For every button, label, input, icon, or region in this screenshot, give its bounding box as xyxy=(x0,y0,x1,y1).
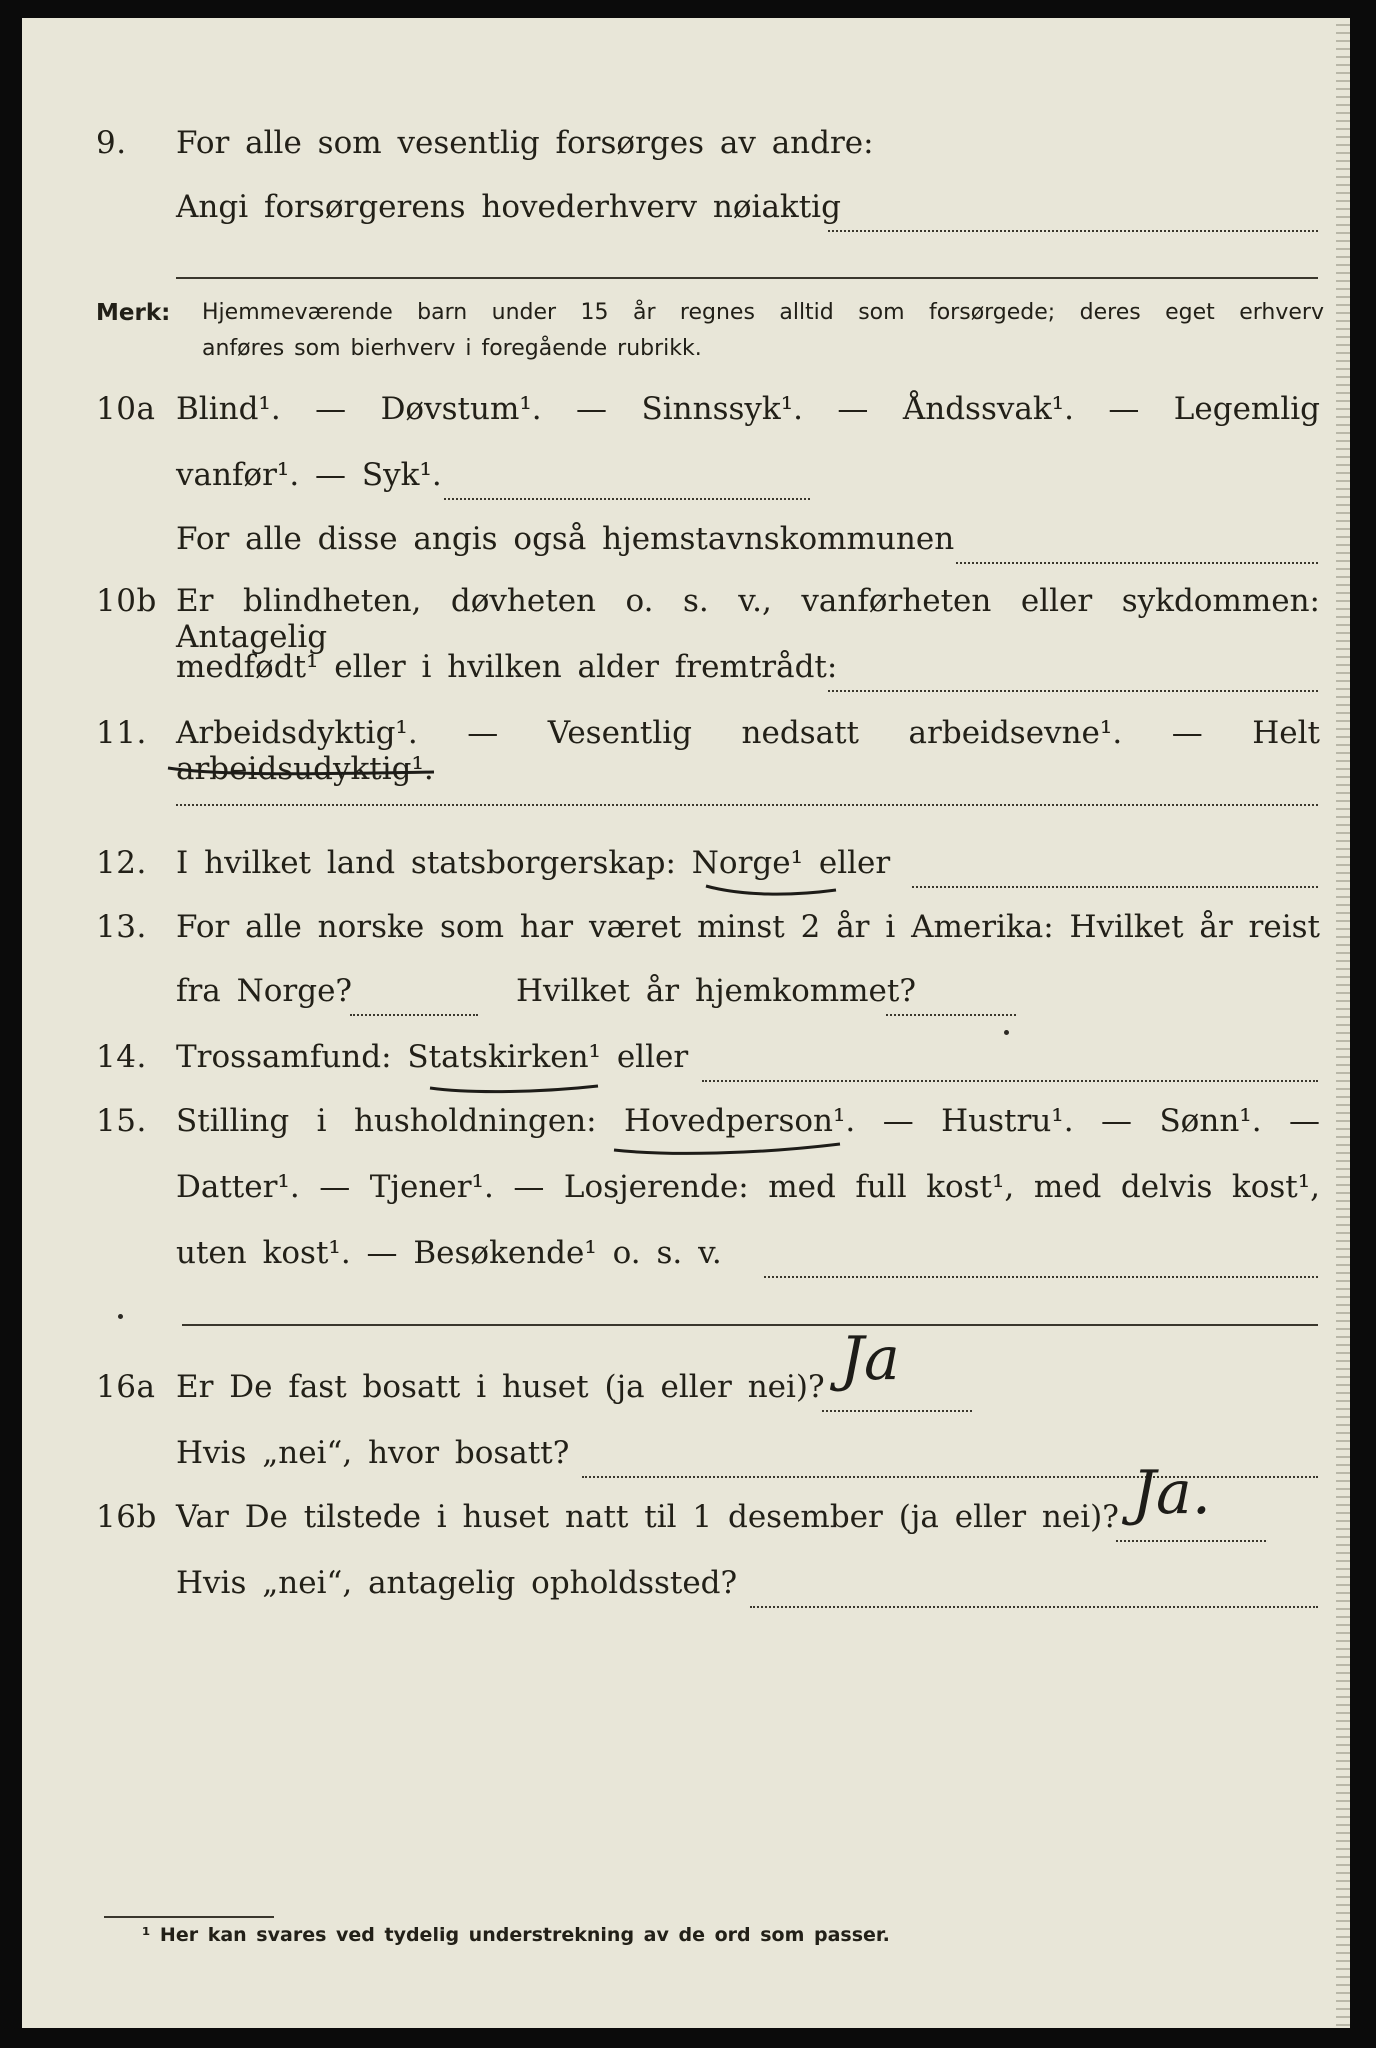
answer-dotted-line xyxy=(828,690,1318,692)
handwritten-answer: Ja xyxy=(840,1324,900,1394)
answer-dotted-line xyxy=(444,498,810,500)
answer-dotted-line xyxy=(176,804,1318,806)
note-text: Hjemmeværende barn under 15 år regnes alltid som forsørgede; deres eget erhverv xyxy=(202,300,1324,325)
question-text: vanfør¹. — Syk¹. xyxy=(176,457,442,493)
question-text: For alle norske som har været minst 2 år i Amerika: Hvilket år reist xyxy=(176,909,1320,945)
question-number: 12. xyxy=(96,845,147,881)
answer-dotted-line xyxy=(350,1014,478,1016)
handwritten-underline xyxy=(702,880,842,902)
perforated-edge xyxy=(1336,18,1350,2028)
question-text: For alle disse angis også hjemstavnskommunen xyxy=(176,521,955,557)
footnote: ¹ Her kan svares ved tydelig understrekning av de ord som passer. xyxy=(142,1924,890,1946)
question-number: 14. xyxy=(96,1039,147,1075)
question-number: 10a xyxy=(96,391,156,427)
question-text: Hvilket år hjemkommet? xyxy=(516,973,916,1009)
answer-dotted-line xyxy=(956,562,1318,564)
answer-dotted-line xyxy=(828,230,1318,232)
answer-dotted-line xyxy=(912,886,1318,888)
question-text: For alle som vesentlig forsørges av andre: xyxy=(176,125,874,161)
question-text: Var De tilstede i huset natt til 1 desember (ja eller nei)? xyxy=(176,1499,1119,1535)
question-number: 16a xyxy=(96,1369,156,1405)
question-text: Datter¹. — Tjener¹. — Losjerende: med full kost¹, med delvis kost¹, xyxy=(176,1169,1320,1205)
question-number: 11. xyxy=(96,715,147,751)
question-text: Angi forsørgerens hovederhverv nøiaktig xyxy=(176,189,841,225)
question-text: Hvis „nei“, hvor bosatt? xyxy=(176,1435,570,1471)
answer-dotted-line xyxy=(750,1606,1318,1608)
question-text: Trossamfund: Statskirken¹ eller xyxy=(176,1039,689,1075)
handwritten-underline xyxy=(424,1076,604,1100)
answer-dotted-line xyxy=(1116,1540,1266,1542)
ink-speck xyxy=(1004,1030,1009,1035)
question-text: Er De fast bosatt i huset (ja eller nei)? xyxy=(176,1369,825,1405)
handwritten-answer: Ja. xyxy=(1132,1458,1211,1528)
question-text: fra Norge? xyxy=(176,973,353,1009)
question-text: Er blindheten, døvheten o. s. v., vanførheten eller sykdommen: Antagelig xyxy=(176,583,1320,655)
note-label: Merk: xyxy=(96,300,171,326)
question-number: 10b xyxy=(96,583,157,619)
answer-dotted-line xyxy=(702,1080,1318,1082)
answer-rule xyxy=(176,277,1318,279)
question-number: 15. xyxy=(96,1103,147,1139)
question-text: medfødt¹ eller i hvilken alder fremtrådt: xyxy=(176,649,838,685)
question-text: I hvilket land statsborgerskap: Norge¹ eller xyxy=(176,845,891,881)
note-text: anføres som bierhverv i foregående rubrikk. xyxy=(202,336,702,361)
answer-dotted-line xyxy=(886,1014,1016,1016)
answer-rule xyxy=(182,1324,1318,1326)
question-text: Stilling i husholdningen: Hovedperson¹. — Hustru¹. — Sønn¹. — xyxy=(176,1103,1320,1139)
question-number: 13. xyxy=(96,909,147,945)
answer-dotted-line xyxy=(822,1410,972,1412)
question-number: 9. xyxy=(96,125,127,161)
question-text: Arbeidsdyktig¹. — Vesentlig nedsatt arbeidsevne¹. — Helt arbeidsudyktig¹. xyxy=(176,715,1320,787)
question-text: Blind¹. — Døvstum¹. — Sinnssyk¹. — Åndssvak¹. — Legemlig xyxy=(176,391,1320,427)
question-text: uten kost¹. — Besøkende¹ o. s. v. xyxy=(176,1235,722,1271)
question-text: Hvis „nei“, antagelig opholdssted? xyxy=(176,1565,738,1601)
footnote-rule xyxy=(104,1916,274,1918)
census-form-page xyxy=(22,18,1340,2028)
answer-dotted-line xyxy=(764,1276,1318,1278)
ink-speck xyxy=(118,1314,123,1319)
question-number: 16b xyxy=(96,1499,157,1535)
handwritten-underline xyxy=(608,1136,848,1162)
